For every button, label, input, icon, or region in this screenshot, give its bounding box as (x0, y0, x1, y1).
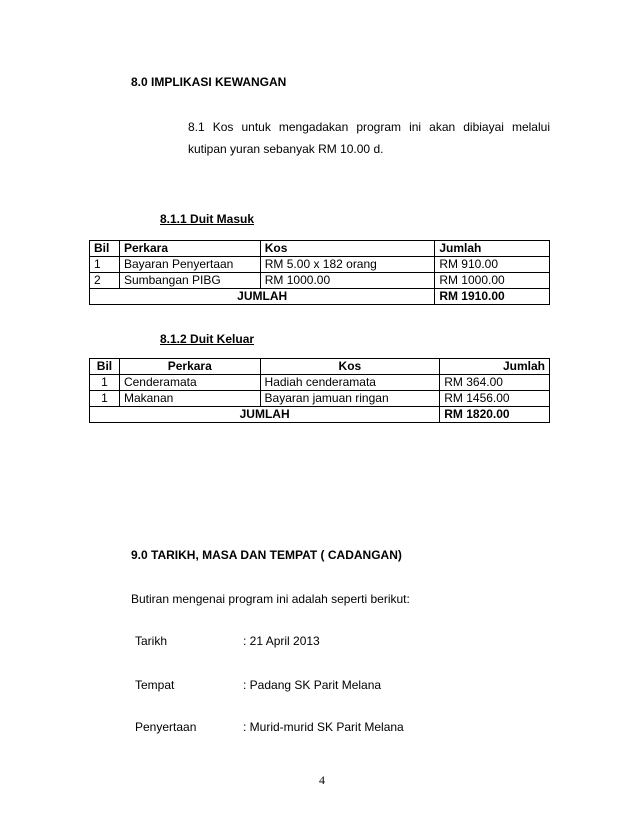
total-label: JUMLAH (90, 289, 435, 305)
detail-label-tarikh: Tarikh (135, 634, 168, 648)
table-row (90, 391, 550, 407)
detail-value-penyertaan: : Murid-murid SK Parit Melana (243, 720, 404, 734)
section-8-1-line-1: 8.1 Kos untuk mengadakan program ini akan dibiayai melalui (188, 120, 550, 134)
cell-jumlah: RM 1456.00 (440, 391, 550, 407)
header-jumlah: Jumlah (440, 359, 550, 375)
cell-bil: 1 (90, 391, 120, 407)
cell-bil: 1 (90, 375, 120, 391)
section-8-heading: 8.0 IMPLIKASI KEWANGAN (131, 75, 287, 89)
detail-value-tarikh: : 21 April 2013 (243, 634, 320, 648)
cell-kos: Hadiah cenderamata (260, 375, 440, 391)
table-header-row (90, 241, 550, 257)
cell-perkara: Cenderamata (119, 375, 260, 391)
duit-masuk-heading: 8.1.1 Duit Masuk (160, 212, 255, 226)
section-9-heading: 9.0 TARIKH, MASA DAN TEMPAT ( CADANGAN) (131, 548, 402, 562)
header-perkara: Perkara (119, 241, 260, 257)
duit-keluar-heading: 8.1.2 Duit Keluar (160, 332, 255, 346)
duit-keluar-table (89, 358, 550, 423)
header-kos: Kos (260, 241, 435, 257)
cell-jumlah: RM 910.00 (435, 257, 550, 273)
header-bil: Bil (90, 359, 120, 375)
detail-label-penyertaan: Penyertaan (135, 720, 197, 734)
cell-perkara: Bayaran Penyertaan (119, 257, 260, 273)
cell-kos: RM 5.00 x 182 orang (260, 257, 435, 273)
table-total-row (90, 407, 550, 423)
section-8-1-line-2: kutipan yuran sebanyak RM 10.00 d. (188, 142, 384, 156)
cell-perkara: Makanan (119, 391, 260, 407)
detail-value-tempat: : Padang SK Parit Melana (243, 678, 382, 692)
page-number: 4 (319, 773, 325, 787)
header-perkara: Perkara (119, 359, 260, 375)
cell-jumlah: RM 1000.00 (435, 273, 550, 289)
duit-masuk-table (89, 240, 550, 305)
total-label: JUMLAH (90, 407, 440, 423)
cell-jumlah: RM 364.00 (440, 375, 550, 391)
cell-perkara: Sumbangan PIBG (119, 273, 260, 289)
table-row (90, 375, 550, 391)
cell-kos: RM 1000.00 (260, 273, 435, 289)
cell-bil: 1 (90, 257, 120, 273)
table-row (90, 257, 550, 273)
header-kos: Kos (260, 359, 440, 375)
header-bil: Bil (90, 241, 120, 257)
detail-label-tempat: Tempat (135, 678, 175, 692)
section-9-intro: Butiran mengenai program ini adalah seperti berikut: (131, 592, 410, 606)
total-value: RM 1820.00 (440, 407, 550, 423)
cell-bil: 2 (90, 273, 120, 289)
table-row (90, 273, 550, 289)
cell-kos: Bayaran jamuan ringan (260, 391, 440, 407)
table-total-row (90, 289, 550, 305)
header-jumlah: Jumlah (435, 241, 550, 257)
total-value: RM 1910.00 (435, 289, 550, 305)
table-header-row (90, 359, 550, 375)
